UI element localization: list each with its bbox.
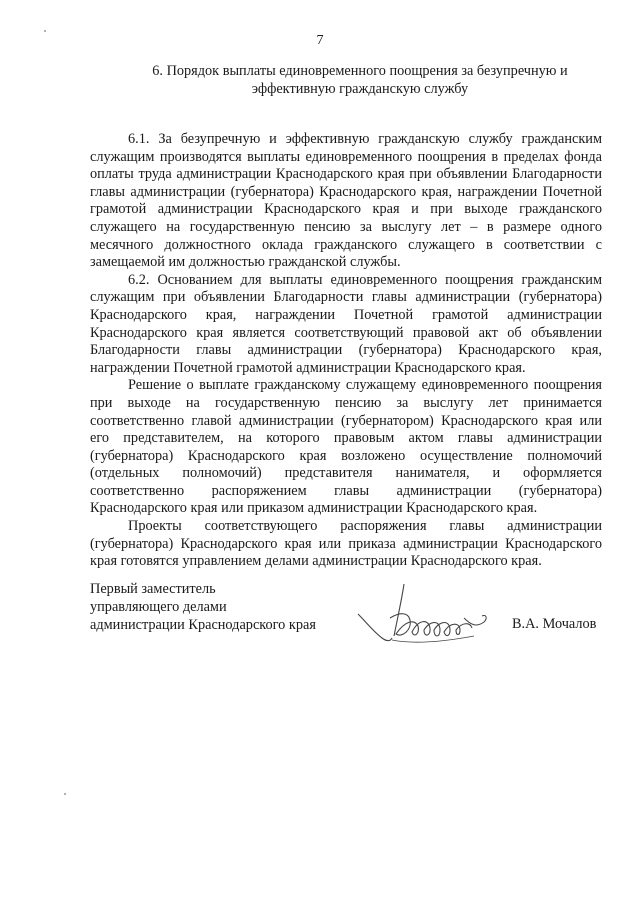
section-title (130, 62, 590, 98)
document-body (90, 131, 602, 571)
paragraph-6-2: 6.2. Основанием для выплаты единовременного поощрения гражданским служащим при объявлении Благодарности главы администрации (губернатора) Краснодарского края, награждении Почетной грамотой администрации Краснодарского края является соответствующий правовой акт об объявлении Благодарности главы администрации (губернатора) Краснодарского края, награждении Почетной грамотой администрации Краснодарского края. (90, 271, 602, 376)
signer-title-line: Первый заместитель (90, 581, 216, 597)
section-title-line: 6. Порядок выплаты единовременного поощрения за безупречную и (152, 63, 568, 79)
handwritten-signature (352, 578, 502, 656)
paragraph-drafts: Проекты соответствующего распоряжения главы администрации (губернатора) Краснодарского края или приказа администрации Краснодарского края готовятся управлением делами администрации Краснодарского края. (90, 518, 602, 570)
scan-speck (64, 793, 66, 795)
section-title-line: эффективную гражданскую службу (251, 81, 469, 97)
paragraph-6-1: 6.1. За безупречную и эффективную гражданскую службу гражданским служащим производятся выплаты единовременного поощрения в пределах фонда оплаты труда администрации Краснодарского края при объявлении Благодарности главы администрации (губернатора) Краснодарского края, награждении Почетной грамотой администрации Краснодарского края и при выходе гражданского служащего на государственную пенсию за выслугу лет – в размере одного месячного должностного оклада гражданского служащего в соответствии с замещаемой им должностью гражданской службы. (90, 131, 602, 271)
scan-speck (44, 30, 46, 32)
signer-name: В.А. Мочалов (512, 616, 597, 632)
signer-title-line: администрации Краснодарского края (90, 617, 316, 633)
paragraph-pension-decision: Решение о выплате гражданскому служащему единовременного поощрения при выходе на государственную пенсию за выслугу лет принимается соответственно главой администрации (губернатором) Краснодарского края или его представителем, на которого правовым актом главы администрации (губернатора) Краснодарского края возложено осуществление полномочий (отдельных полномочий) представителя нанимателя, и оформляется соответственно распоряжением главы администрации (губернатора) Краснодарского края или приказом администрации Краснодарского края. (90, 377, 602, 517)
signer-title (90, 580, 316, 634)
signer-title-line: управляющего делами (90, 599, 227, 615)
page-number: 7 (316, 33, 324, 48)
